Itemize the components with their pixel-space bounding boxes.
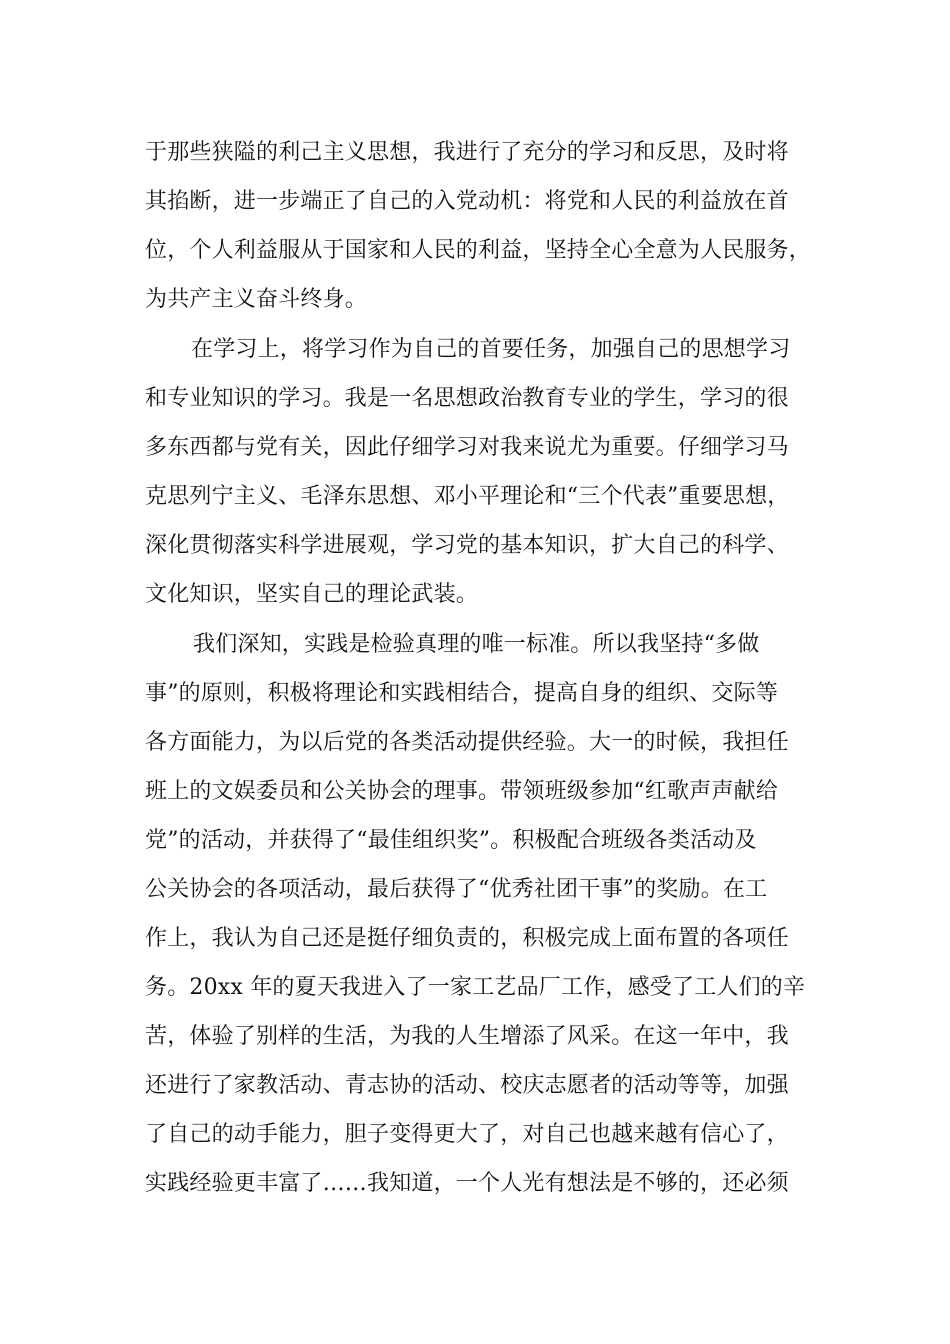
text-line: 事”的原则，积极将理论和实践相结合，提高自身的组织、交际等 <box>145 681 779 706</box>
text-line: 党”的活动，并获得了“最佳组织奖”。积极配合班级各类活动及 <box>145 828 757 853</box>
text-line: 于那些狭隘的利己主义思想，我进行了充分的学习和反思，及时将 <box>145 140 789 165</box>
text-line: 务。20xx 年的夏天我进入了一家工艺品厂工作，感受了工人们的辛 <box>145 975 806 1000</box>
text-line: 为共产主义奋斗终身。 <box>145 287 368 312</box>
text-line: 深化贯彻落实科学进展观，学习党的基本知识，扩大自己的科学、 <box>145 533 789 558</box>
paragraph-first-line: 我们深知，实践是检验真理的唯一标准。所以我坚持“多做 <box>193 632 760 657</box>
text-line: 多东西都与党有关，因此仔细学习对我来说尤为重要。仔细学习马 <box>145 435 789 460</box>
text-line: 位，个人利益服从于国家和人民的利益，坚持全心全意为人民服务， <box>145 238 812 263</box>
paragraph-first-line: 在学习上，将学习作为自己的首要任务，加强自己的思想学习 <box>191 337 791 362</box>
text-line: 公关协会的各项活动，最后获得了“优秀社团干事”的奖励。在工 <box>145 877 768 902</box>
text-line: 作上，我认为自己还是挺仔细负责的，积极完成上面布置的各项任 <box>145 926 789 951</box>
text-line: 其掐断，进一步端正了自己的入党动机：将党和人民的利益放在首 <box>145 189 789 214</box>
text-line: 苦，体验了别样的生活，为我的人生增添了风采。在这一年中，我 <box>145 1024 789 1049</box>
text-line: 和专业知识的学习。我是一名思想政治教育专业的学生，学习的很 <box>145 386 789 411</box>
text-line: 克思列宁主义、毛泽东思想、邓小平理论和“三个代表”重要思想， <box>145 484 790 509</box>
text-line: 还进行了家教活动、青志协的活动、校庆志愿者的活动等等，加强 <box>145 1073 789 1098</box>
text-line: 了自己的动手能力，胆子变得更大了，对自己也越来越有信心了， <box>145 1122 789 1147</box>
text-line: 班上的文娱委员和公关协会的理事。带领班级参加“红歌声声献给 <box>145 779 779 804</box>
text-line: 实践经验更丰富了……我知道，一个人光有想法是不够的，还必须 <box>145 1171 789 1196</box>
text-line: 文化知识，坚实自己的理论武装。 <box>145 582 479 607</box>
text-line: 各方面能力，为以后党的各类活动提供经验。大一的时候，我担任 <box>145 730 789 755</box>
